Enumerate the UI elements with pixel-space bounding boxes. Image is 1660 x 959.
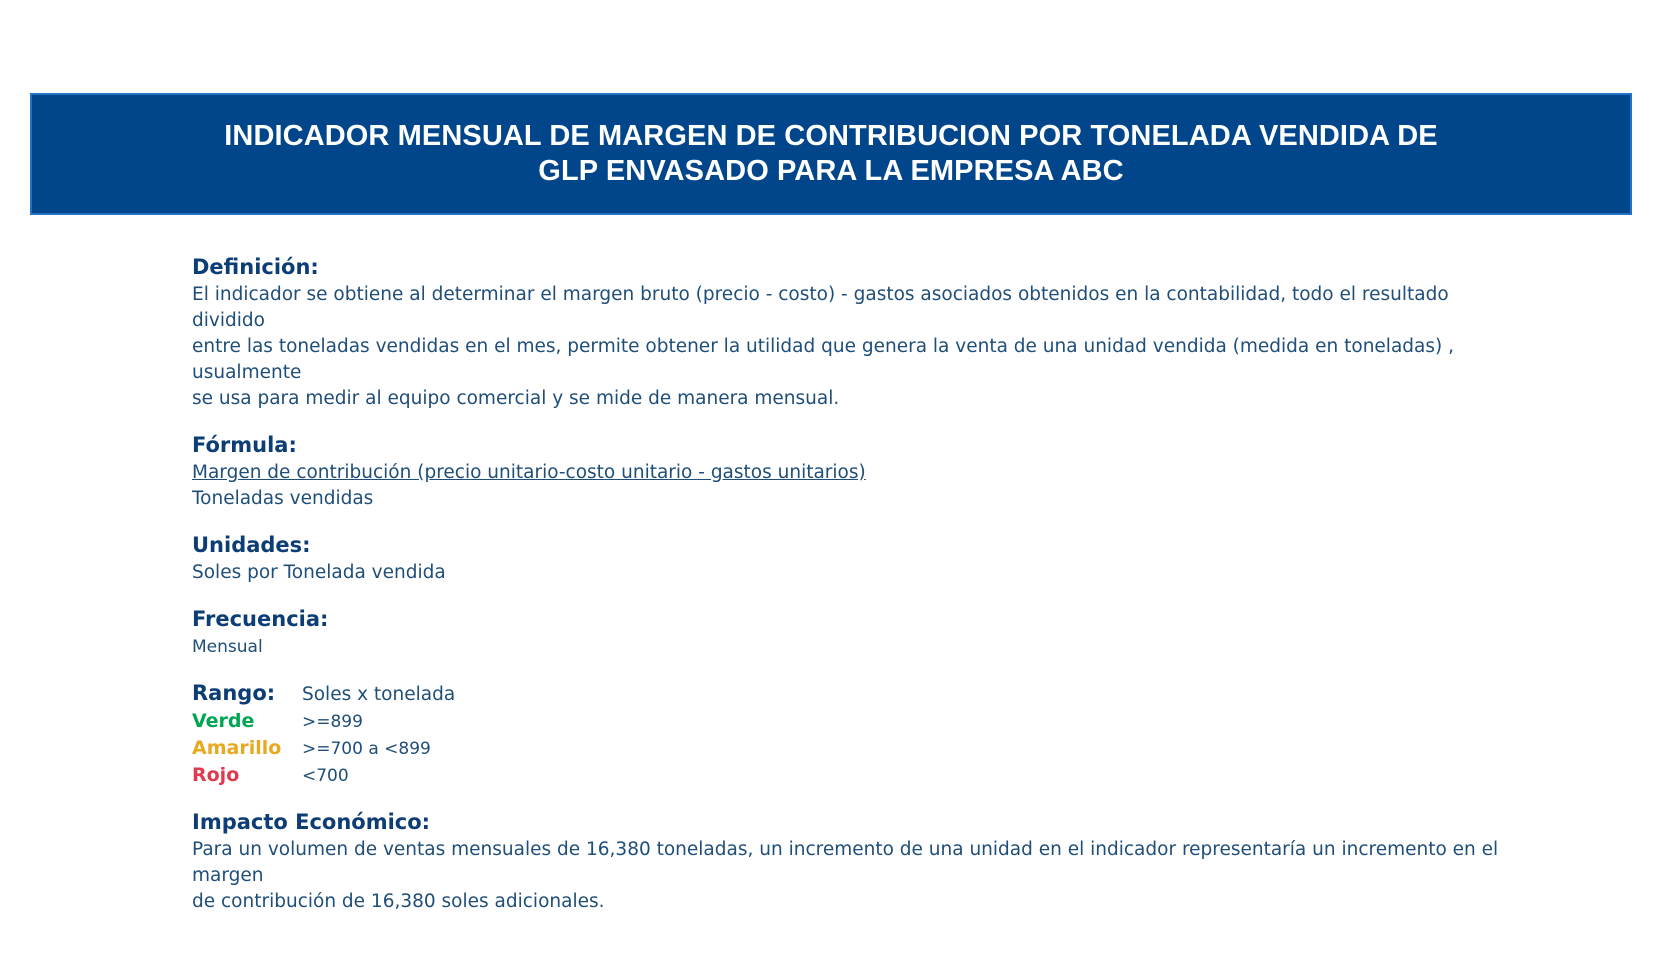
- rango-row-amarillo: [192, 735, 1522, 762]
- frecuencia-heading: Frecuencia:: [192, 607, 329, 631]
- rango-label-rojo: Rojo: [192, 764, 240, 786]
- rango-value-verde: >=899: [302, 712, 363, 732]
- unidades-section: [192, 530, 1522, 586]
- formula-denominator: Toneladas vendidas: [192, 488, 374, 509]
- rango-value-amarillo: >=700 a <899: [302, 739, 431, 759]
- unidades-value: Soles por Tonelada vendida: [192, 562, 446, 583]
- formula-heading: Fórmula:: [192, 433, 297, 457]
- definicion-heading: Definición:: [192, 255, 319, 279]
- frecuencia-section: [192, 604, 1522, 660]
- formula-section: [192, 430, 1522, 512]
- rango-header-row: [192, 678, 1522, 708]
- formula-numerator: Margen de contribución (precio unitario-costo unitario - gastos unitarios): [192, 462, 866, 483]
- impacto-line-1: Para un volumen de ventas mensuales de 16,380 toneladas, un incremento de una unidad en el indicador representaría un incremento en el margen: [192, 839, 1499, 886]
- rango-value-rojo: <700: [302, 766, 349, 786]
- frecuencia-value: Mensual: [192, 637, 263, 657]
- rango-row-rojo: [192, 762, 1522, 789]
- indicator-details: [192, 252, 1522, 915]
- rango-label-verde: Verde: [192, 710, 255, 732]
- title-banner: [30, 93, 1632, 215]
- impacto-line-2: de contribución de 16,380 soles adicionales.: [192, 891, 605, 912]
- rango-heading: Rango:: [192, 681, 276, 705]
- rango-unit: Soles x tonelada: [302, 684, 456, 705]
- rango-section: [192, 678, 1522, 789]
- definicion-line-2: entre las toneladas vendidas en el mes, permite obtener la utilidad que genera la venta de una unidad vendida (medida en toneladas) , usualmente: [192, 336, 1454, 383]
- title-line-2: GLP ENVASADO PARA LA EMPRESA ABC: [538, 155, 1124, 187]
- definicion-line-3: se usa para medir al equipo comercial y se mide de manera mensual.: [192, 388, 840, 409]
- impacto-heading: Impacto Económico:: [192, 810, 431, 834]
- title-line-1: INDICADOR MENSUAL DE MARGEN DE CONTRIBUCION POR TONELADA VENDIDA DE: [224, 120, 1438, 152]
- definicion-line-1: El indicador se obtiene al determinar el margen bruto (precio - costo) - gastos asociados obtenidos en la contabilidad, todo el resultado dividido: [192, 284, 1449, 331]
- definicion-section: [192, 252, 1522, 412]
- impacto-section: [192, 807, 1522, 915]
- unidades-heading: Unidades:: [192, 533, 311, 557]
- rango-row-verde: [192, 708, 1522, 735]
- rango-label-amarillo: Amarillo: [192, 737, 282, 759]
